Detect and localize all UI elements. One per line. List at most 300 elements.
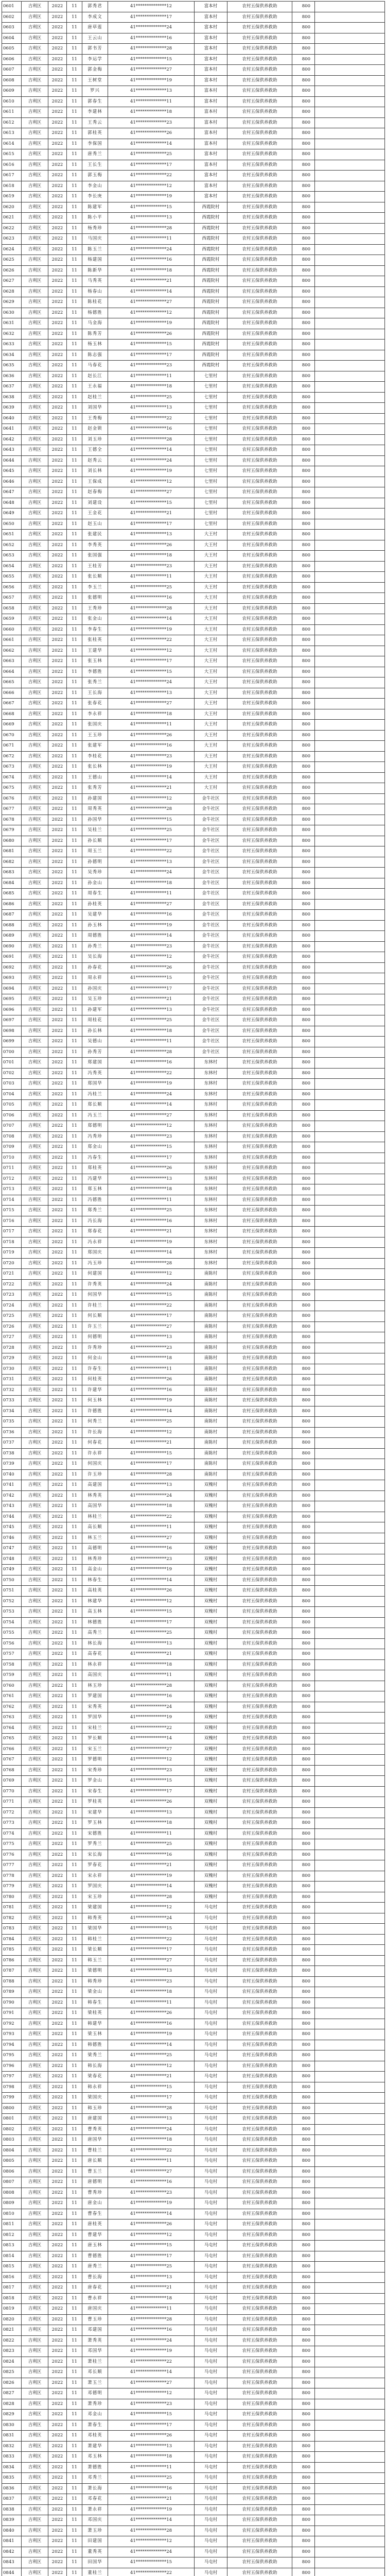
table-cell-note: 农村五保供养救助 <box>227 1121 292 1132</box>
table-cell-name: 周永祥 <box>82 973 108 984</box>
table-cell-town: 南陈村 <box>195 1343 227 1353</box>
table-row <box>2 445 385 456</box>
table-cell-note: 农村五保供养救助 <box>227 1448 292 1459</box>
table-cell-id: 0605 <box>2 44 22 55</box>
table-row <box>2 1544 385 1554</box>
table-cell-year: 2022 <box>48 1142 67 1153</box>
table-cell-blank <box>315 624 385 635</box>
table-cell-idno: 41**************14 <box>108 614 195 625</box>
table-cell-year: 2022 <box>48 1206 67 1216</box>
table-cell-idno: 41**************25 <box>108 392 195 403</box>
table-cell-note: 农村五保供养救助 <box>227 2547 292 2557</box>
table-cell-note: 农村五保供养救助 <box>227 825 292 836</box>
table-cell-town: 南陈村 <box>195 1469 227 1480</box>
table-cell-note: 农村五保供养救助 <box>227 2188 292 2198</box>
table-cell-idno: 41**************25 <box>108 582 195 593</box>
table-cell-idno: 41**************11 <box>108 1997 195 2008</box>
table-cell-month: 11 <box>67 1343 82 1353</box>
table-cell-name: 唐春花 <box>82 2283 108 2294</box>
table-cell-town: 南陈村 <box>195 1417 227 1428</box>
table-cell-note: 农村五保供养救助 <box>227 899 292 910</box>
table-cell-blank <box>315 593 385 604</box>
table-cell-idno: 41**************19 <box>108 2029 195 2040</box>
table-row <box>2 1702 385 1713</box>
table-cell-town: 马屯村 <box>195 2473 227 2484</box>
table-cell-town: 马屯村 <box>195 1955 227 1966</box>
table-cell-val: 800 <box>292 2072 315 2082</box>
table-cell-idno: 41**************18 <box>108 709 195 720</box>
table-cell-name: 张国庆 <box>82 720 108 731</box>
table-cell-year: 2022 <box>48 1005 67 1015</box>
table-cell-town: 双槐村 <box>195 1892 227 1903</box>
table-cell-name: 唐建国 <box>82 2114 108 2125</box>
table-cell-town: 大王村 <box>195 540 227 551</box>
table-cell-id: 0682 <box>2 857 22 868</box>
table-cell-val: 800 <box>292 403 315 414</box>
table-cell-town: 金牛社区 <box>195 889 227 900</box>
table-row <box>2 297 385 308</box>
table-cell-idno: 41**************12 <box>108 2388 195 2399</box>
table-cell-town: 大王村 <box>195 762 227 773</box>
table-cell-blank <box>315 308 385 318</box>
table-row <box>2 1385 385 1396</box>
table-row <box>2 1522 385 1533</box>
table-cell-val: 800 <box>292 1818 315 1829</box>
table-cell-blank <box>315 1311 385 1322</box>
table-cell-year: 2022 <box>48 1628 67 1639</box>
table-cell-month: 11 <box>67 2230 82 2241</box>
table-cell-county: 吉利区 <box>22 1448 48 1459</box>
table-cell-val: 800 <box>292 509 315 519</box>
table-cell-val: 800 <box>292 2410 315 2420</box>
table-cell-val: 800 <box>292 519 315 530</box>
table-row <box>2 857 385 868</box>
table-cell-town: 双槐村 <box>195 1681 227 1691</box>
table-cell-blank <box>315 878 385 889</box>
table-cell-month: 11 <box>67 836 82 846</box>
table-cell-town: 东林村 <box>195 1216 227 1227</box>
table-cell-idno: 41**************27 <box>108 65 195 76</box>
table-cell-county: 吉利区 <box>22 1290 48 1301</box>
table-cell-val: 800 <box>292 1628 315 1639</box>
table-cell-month: 11 <box>67 1321 82 1332</box>
table-cell-month: 11 <box>67 614 82 625</box>
table-cell-blank <box>315 2040 385 2050</box>
table-cell-val: 800 <box>292 1385 315 1396</box>
table-cell-note: 农村五保供养救助 <box>227 1300 292 1311</box>
table-cell-id: 0622 <box>2 223 22 234</box>
table-cell-county: 吉利区 <box>22 1734 48 1744</box>
table-cell-idno: 41**************14 <box>108 1575 195 1586</box>
table-cell-county: 吉利区 <box>22 1375 48 1385</box>
table-cell-town: 马屯村 <box>195 1976 227 1987</box>
table-cell-id: 0732 <box>2 1385 22 1396</box>
table-cell-year: 2022 <box>48 2040 67 2050</box>
table-cell-year: 2022 <box>48 1163 67 1174</box>
table-row <box>2 1216 385 1227</box>
table-row <box>2 2230 385 2241</box>
table-cell-name: 田国华 <box>82 2557 108 2568</box>
table-cell-town: 西霞院村 <box>195 308 227 318</box>
table-cell-note: 农村五保供养救助 <box>227 1068 292 1079</box>
table-row <box>2 2019 385 2029</box>
table-cell-blank <box>315 2346 385 2357</box>
table-cell-val: 800 <box>292 2262 315 2273</box>
table-cell-note: 农村五保供养救助 <box>227 361 292 371</box>
table-cell-year: 2022 <box>48 2504 67 2515</box>
table-cell-name: 冯玉兰 <box>82 1110 108 1121</box>
table-cell-name: 许秀英 <box>82 1279 108 1290</box>
table-cell-id: 0785 <box>2 1945 22 1956</box>
table-cell-month: 11 <box>67 984 82 994</box>
table-cell-blank <box>315 2304 385 2315</box>
table-cell-county: 吉利区 <box>22 973 48 984</box>
table-cell-blank <box>315 1015 385 1026</box>
table-cell-blank <box>315 1924 385 1935</box>
table-cell-blank <box>315 86 385 97</box>
table-cell-name: 何金山 <box>82 1353 108 1364</box>
table-cell-id: 0808 <box>2 2188 22 2198</box>
table-cell-id: 0662 <box>2 646 22 656</box>
table-cell-val: 800 <box>292 1100 315 1111</box>
table-cell-year: 2022 <box>48 329 67 340</box>
table-cell-blank <box>315 889 385 900</box>
table-cell-id: 0842 <box>2 2547 22 2557</box>
table-cell-name: 邓春花 <box>82 2494 108 2505</box>
table-cell-idno: 41**************22 <box>108 2357 195 2367</box>
table-cell-county: 吉利区 <box>22 1037 48 1047</box>
table-cell-note: 农村五保供养救助 <box>227 392 292 403</box>
table-cell-idno: 41**************24 <box>108 1089 195 1100</box>
table-cell-year: 2022 <box>48 171 67 181</box>
table-cell-note: 农村五保供养救助 <box>227 994 292 1005</box>
table-cell-blank <box>315 1248 385 1259</box>
table-cell-idno: 41**************24 <box>108 1913 195 1924</box>
table-cell-town: 马屯村 <box>195 2293 227 2304</box>
table-cell-note: 农村五保供养救助 <box>227 2431 292 2442</box>
table-cell-county: 吉利区 <box>22 160 48 171</box>
table-cell-month: 11 <box>67 1174 82 1184</box>
table-cell-val: 800 <box>292 2494 315 2505</box>
table-cell-val: 800 <box>292 572 315 583</box>
table-cell-note: 农村五保供养救助 <box>227 192 292 202</box>
table-cell-note: 农村五保供养救助 <box>227 2483 292 2494</box>
table-cell-blank <box>315 730 385 741</box>
table-row <box>2 1723 385 1734</box>
table-cell-town: 富本村 <box>195 44 227 55</box>
table-cell-name: 邓长顺 <box>82 2367 108 2378</box>
table-cell-county: 吉利区 <box>22 1903 48 1913</box>
table-cell-name: 罗春花 <box>82 1860 108 1871</box>
table-cell-val: 800 <box>292 2198 315 2209</box>
table-cell-name: 罗国华 <box>82 1713 108 1723</box>
table-cell-name: 张建民 <box>82 530 108 540</box>
table-cell-month: 11 <box>67 1860 82 1871</box>
table-cell-name: 邓玉林 <box>82 2452 108 2463</box>
table-cell-month: 11 <box>67 2103 82 2114</box>
table-cell-month: 11 <box>67 286 82 297</box>
table-cell-county: 吉利区 <box>22 1206 48 1216</box>
table-cell-id: 0627 <box>2 276 22 287</box>
table-cell-id: 0733 <box>2 1396 22 1406</box>
table-cell-val: 800 <box>292 12 315 23</box>
table-cell-note: 农村五保供养救助 <box>227 1501 292 1512</box>
table-cell-year: 2022 <box>48 1723 67 1734</box>
table-cell-month: 11 <box>67 1976 82 1987</box>
table-cell-town: 双槐村 <box>195 1882 227 1892</box>
table-cell-year: 2022 <box>48 54 67 65</box>
table-cell-year: 2022 <box>48 2536 67 2547</box>
table-cell-county: 吉利区 <box>22 815 48 825</box>
table-cell-note: 农村五保供养救助 <box>227 593 292 604</box>
table-cell-id: 0782 <box>2 1913 22 1924</box>
table-cell-name: 吴长海 <box>82 952 108 963</box>
table-cell-note: 农村五保供养救助 <box>227 1596 292 1607</box>
table-row <box>2 1734 385 1744</box>
table-cell-name: 高国庆 <box>82 1670 108 1681</box>
table-cell-name: 孙德明 <box>82 857 108 868</box>
table-cell-idno: 41**************21 <box>108 1649 195 1660</box>
table-cell-month: 11 <box>67 2420 82 2431</box>
table-cell-idno: 41**************11 <box>108 1522 195 1533</box>
table-row <box>2 455 385 466</box>
table-cell-month: 11 <box>67 1533 82 1544</box>
table-cell-month: 11 <box>67 751 82 762</box>
relief-list-table <box>2 1 385 2576</box>
table-cell-name: 唐秀兰 <box>82 2262 108 2273</box>
table-cell-town: 东林村 <box>195 1248 227 1259</box>
table-row <box>2 2135 385 2146</box>
table-cell-town: 马屯村 <box>195 2483 227 2494</box>
table-cell-name: 郑国庆 <box>82 1248 108 1259</box>
table-cell-val: 800 <box>292 1955 315 1966</box>
table-cell-county: 吉利区 <box>22 793 48 804</box>
table-cell-val: 800 <box>292 1638 315 1649</box>
table-cell-id: 0720 <box>2 1258 22 1269</box>
table-cell-county: 吉利区 <box>22 1385 48 1396</box>
table-row <box>2 2124 385 2135</box>
table-cell-name: 陈志强 <box>82 350 108 361</box>
table-cell-note: 农村五保供养救助 <box>227 1396 292 1406</box>
table-cell-blank <box>315 2526 385 2536</box>
table-cell-blank <box>315 741 385 752</box>
table-cell-month: 11 <box>67 2283 82 2294</box>
table-cell-month: 11 <box>67 910 82 921</box>
table-cell-county: 吉利区 <box>22 846 48 857</box>
table-cell-idno: 41**************12 <box>108 308 195 318</box>
table-cell-idno: 41**************18 <box>108 2135 195 2146</box>
table-cell-year: 2022 <box>48 1755 67 1766</box>
table-row <box>2 1195 385 1206</box>
table-cell-month: 11 <box>67 2346 82 2357</box>
table-cell-val: 800 <box>292 1237 315 1248</box>
table-row <box>2 1353 385 1364</box>
table-cell-year: 2022 <box>48 192 67 202</box>
table-cell-town: 双槐村 <box>195 1839 227 1850</box>
table-cell-county: 吉利区 <box>22 2019 48 2029</box>
table-cell-val: 800 <box>292 1565 315 1575</box>
table-cell-blank <box>315 2219 385 2230</box>
table-cell-note: 农村五保供养救助 <box>227 2177 292 2188</box>
table-row <box>2 656 385 667</box>
table-cell-id: 0752 <box>2 1596 22 1607</box>
table-cell-val: 800 <box>292 2166 315 2177</box>
table-cell-name: 宋玉兰 <box>82 1744 108 1755</box>
table-cell-idno: 41**************27 <box>108 2166 195 2177</box>
table-cell-town: 南陈村 <box>195 1375 227 1385</box>
table-cell-id: 0626 <box>2 265 22 276</box>
table-cell-county: 吉利区 <box>22 624 48 635</box>
table-cell-val: 800 <box>292 2431 315 2442</box>
table-cell-town: 马屯村 <box>195 2346 227 2357</box>
table-cell-idno: 41**************17 <box>108 12 195 23</box>
table-cell-idno: 41**************16 <box>108 1058 195 1069</box>
table-cell-town: 双槐村 <box>195 1649 227 1660</box>
table-cell-year: 2022 <box>48 815 67 825</box>
table-cell-year: 2022 <box>48 1554 67 1565</box>
table-cell-county: 吉利区 <box>22 487 48 498</box>
table-cell-id: 0702 <box>2 1068 22 1079</box>
table-row <box>2 2378 385 2388</box>
table-cell-val: 800 <box>292 920 315 931</box>
table-cell-month: 11 <box>67 677 82 688</box>
table-cell-val: 800 <box>292 160 315 171</box>
table-cell-month: 11 <box>67 2166 82 2177</box>
table-cell-month: 11 <box>67 962 82 973</box>
table-cell-town: 双槐村 <box>195 1744 227 1755</box>
table-cell-note: 农村五保供养救助 <box>227 572 292 583</box>
table-cell-town: 马屯村 <box>195 2378 227 2388</box>
table-cell-note: 农村五保供养救助 <box>227 1037 292 1047</box>
table-row <box>2 540 385 551</box>
table-cell-id: 0813 <box>2 2241 22 2251</box>
table-cell-id: 0776 <box>2 1850 22 1860</box>
table-cell-name: 赵长江 <box>82 371 108 382</box>
table-cell-idno: 41**************18 <box>108 2293 195 2304</box>
table-cell-month: 11 <box>67 1005 82 1015</box>
table-cell-blank <box>315 1058 385 1069</box>
table-cell-note: 农村五保供养救助 <box>227 424 292 435</box>
table-cell-id: 0713 <box>2 1184 22 1195</box>
table-cell-note: 农村五保供养救助 <box>227 868 292 878</box>
table-cell-name: 马秀英 <box>82 276 108 287</box>
table-cell-county: 吉利区 <box>22 1089 48 1100</box>
table-cell-id: 0790 <box>2 1997 22 2008</box>
table-row <box>2 1100 385 1111</box>
table-cell-town: 双槐村 <box>195 1734 227 1744</box>
table-cell-year: 2022 <box>48 1227 67 1238</box>
table-cell-note: 农村五保供养救助 <box>227 1089 292 1100</box>
table-cell-month: 11 <box>67 128 82 139</box>
table-cell-id: 0708 <box>2 1131 22 1142</box>
table-row <box>2 2262 385 2273</box>
table-cell-name: 张金山 <box>82 614 108 625</box>
table-cell-val: 800 <box>292 646 315 656</box>
table-cell-county: 吉利区 <box>22 371 48 382</box>
table-cell-val: 800 <box>292 1131 315 1142</box>
table-cell-blank <box>315 1047 385 1058</box>
table-row <box>2 2156 385 2167</box>
table-cell-year: 2022 <box>48 741 67 752</box>
table-cell-county: 吉利区 <box>22 1586 48 1597</box>
table-cell-note: 农村五保供养救助 <box>227 318 292 329</box>
table-cell-year: 2022 <box>48 1279 67 1290</box>
table-cell-note: 农村五保供养救助 <box>227 793 292 804</box>
table-cell-month: 11 <box>67 709 82 720</box>
table-cell-town: 马屯村 <box>195 1987 227 1998</box>
table-cell-val: 800 <box>292 75 315 86</box>
table-cell-blank <box>315 1828 385 1839</box>
table-cell-blank <box>315 1321 385 1332</box>
table-cell-blank <box>315 1723 385 1734</box>
table-cell-year: 2022 <box>48 2124 67 2135</box>
table-cell-idno: 41**************13 <box>108 688 195 699</box>
table-cell-name: 赵春梅 <box>82 487 108 498</box>
table-cell-note: 农村五保供养救助 <box>227 1321 292 1332</box>
table-cell-note: 农村五保供养救助 <box>227 730 292 741</box>
table-cell-idno: 41**************28 <box>108 2103 195 2114</box>
table-cell-year: 2022 <box>48 1079 67 1090</box>
table-cell-note: 农村五保供养救助 <box>227 2452 292 2463</box>
table-cell-blank <box>315 1818 385 1829</box>
table-cell-town: 大王村 <box>195 551 227 562</box>
table-cell-town: 西霞院村 <box>195 234 227 245</box>
table-cell-note: 农村五保供养救助 <box>227 941 292 952</box>
table-cell-county: 吉利区 <box>22 1396 48 1406</box>
table-cell-month: 11 <box>67 1100 82 1111</box>
table-cell-id: 0684 <box>2 878 22 889</box>
table-cell-town: 大王村 <box>195 561 227 572</box>
table-cell-idno: 41**************17 <box>108 1459 195 1470</box>
table-cell-town: 金牛社区 <box>195 846 227 857</box>
table-cell-note: 农村五保供养救助 <box>227 2251 292 2262</box>
table-row <box>2 1142 385 1153</box>
table-cell-id: 0619 <box>2 192 22 202</box>
table-cell-name: 萧德胜 <box>82 2462 108 2473</box>
table-cell-town: 双槐村 <box>195 1871 227 1882</box>
table-cell-idno: 41**************22 <box>108 1068 195 1079</box>
table-row <box>2 286 385 297</box>
table-cell-note: 农村五保供养救助 <box>227 487 292 498</box>
table-cell-val: 800 <box>292 1258 315 1269</box>
table-cell-note: 农村五保供养救助 <box>227 1638 292 1649</box>
table-cell-idno: 41**************27 <box>108 487 195 498</box>
table-cell-name: 周春生 <box>82 889 108 900</box>
table-cell-blank <box>315 1607 385 1618</box>
table-cell-name: 郭春生 <box>82 96 108 107</box>
table-cell-name: 马春花 <box>82 361 108 371</box>
table-cell-town: 南陈村 <box>195 1269 227 1280</box>
table-cell-note: 农村五保供养救助 <box>227 160 292 171</box>
table-cell-id: 0773 <box>2 1818 22 1829</box>
table-cell-id: 0771 <box>2 1797 22 1808</box>
table-cell-id: 0728 <box>2 1343 22 1353</box>
table-cell-blank <box>315 920 385 931</box>
table-cell-year: 2022 <box>48 2135 67 2146</box>
table-cell-id: 0625 <box>2 255 22 266</box>
table-cell-idno: 41**************26 <box>108 2008 195 2019</box>
table-cell-blank <box>315 498 385 509</box>
table-cell-blank <box>315 1163 385 1174</box>
table-cell-year: 2022 <box>48 2 67 12</box>
table-cell-note: 农村五保供养救助 <box>227 1153 292 1163</box>
table-cell-id: 0628 <box>2 286 22 297</box>
table-cell-val: 800 <box>292 498 315 509</box>
table-cell-town: 马屯村 <box>195 2135 227 2146</box>
table-cell-name: 罗秀兰 <box>82 1839 108 1850</box>
table-cell-id: 0807 <box>2 2177 22 2188</box>
table-cell-blank <box>315 973 385 984</box>
